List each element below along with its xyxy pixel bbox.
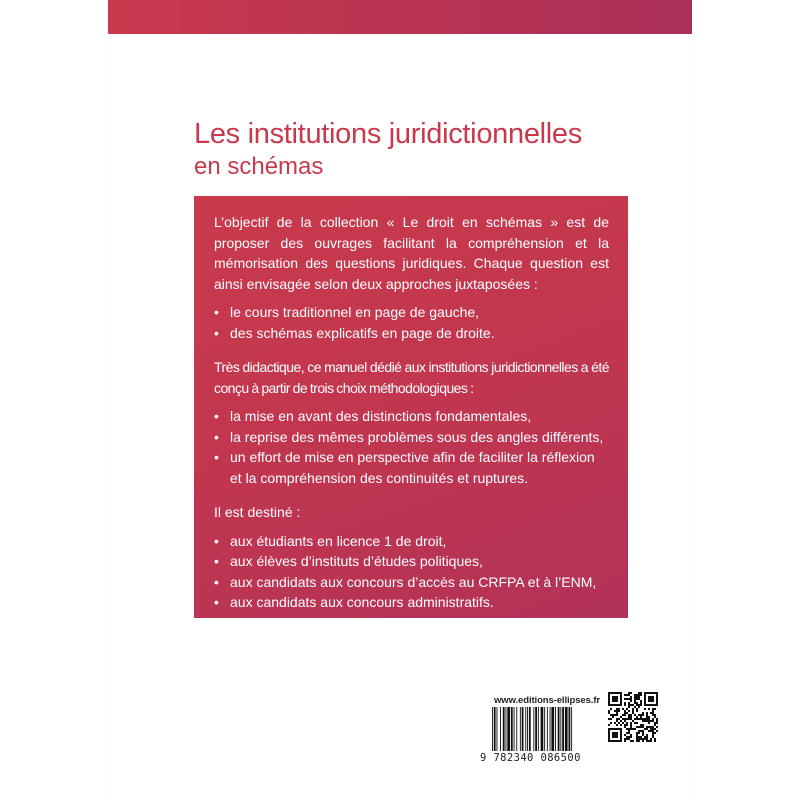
list-item: • un effort de mise en perspective afin de faciliter la réflexion et la compréhension des continuités et ruptures. (214, 447, 609, 488)
list-item: • aux élèves d’instituts d’études politiques, (214, 551, 609, 572)
publisher-website: www.editions-ellipses.fr (494, 695, 600, 706)
list-item: • des schémas explicatifs en page de droite. (214, 323, 609, 344)
audience-list (214, 531, 609, 613)
list-item: • aux étudiants en licence 1 de droit, (214, 531, 609, 552)
isbn-number: 9 782340 086500 (480, 752, 581, 764)
audience-paragraph: Il est destiné : (214, 504, 301, 520)
barcode-icon (490, 707, 602, 751)
intro-paragraph: L’objectif de la collection « Le droit en schémas » est de proposer des ouvrages facilitant la compréhension et la mémorisation des questions juridiques. Chaque question est ainsi envisagée selon deux approches juxtaposées : (214, 214, 609, 292)
methods-list (214, 406, 609, 488)
method-paragraph: Très didactique, ce manuel dédié aux institutions juridictionnelles a été conçu à partir de trois choix méthodologiques : (214, 359, 609, 396)
top-color-band (108, 0, 692, 34)
list-item: • aux candidats aux concours d’accès au CRFPA et à l’ENM, (214, 572, 609, 593)
barcode-area (480, 692, 692, 772)
list-item: • aux candidats aux concours administratifs. (214, 592, 609, 613)
title-block (194, 118, 664, 182)
list-item: • le cours traditionnel en page de gauche, (214, 302, 609, 323)
list-item: • la reprise des mêmes problèmes sous des angles différents, (214, 427, 609, 448)
qr-code-icon (608, 692, 658, 742)
approaches-list (214, 302, 609, 343)
book-title: Les institutions juridictionnelles (194, 118, 582, 150)
book-back-cover (108, 0, 692, 800)
list-item: • la mise en avant des distinctions fondamentales, (214, 406, 609, 427)
description-panel (194, 196, 628, 618)
book-subtitle: en schémas (194, 153, 324, 180)
